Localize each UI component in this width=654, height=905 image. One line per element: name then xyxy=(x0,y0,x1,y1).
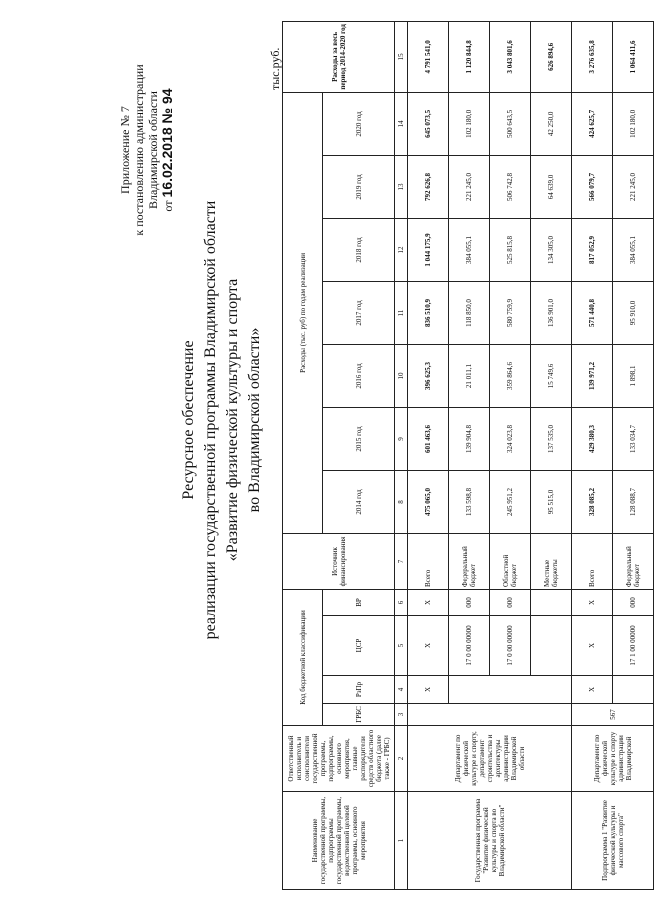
value-cell: 137 535,0 xyxy=(531,407,572,470)
total-cell: 1 064 411,6 xyxy=(613,21,654,92)
total-cell: 3 276 635,8 xyxy=(572,21,613,92)
header-year: 2018 год xyxy=(323,218,395,281)
csr-cell: 17 0 00 00000 xyxy=(449,616,490,676)
appendix-number: Приложение № 7 xyxy=(118,106,132,194)
value-cell: 1 044 175,9 xyxy=(408,218,449,281)
title-line-2: реализации государственной программы Владимирской области xyxy=(202,200,219,640)
col-number: 9 xyxy=(395,407,408,470)
value-cell: 384 055,1 xyxy=(449,218,490,281)
header-years-group: Расходы (тыс. руб) по годам реализации xyxy=(283,92,323,533)
value-cell: 139 904,8 xyxy=(449,407,490,470)
approval-region: Владимирской области xyxy=(146,91,160,209)
source-cell: Областной бюджет xyxy=(490,533,531,589)
value-cell: 475 065,0 xyxy=(408,470,449,533)
csr-cell: 17 0 00 00000 xyxy=(490,616,531,676)
value-cell: 133 034,7 xyxy=(613,407,654,470)
value-cell: 128 088,7 xyxy=(613,470,654,533)
header-year: 2015 год xyxy=(323,407,395,470)
table-row xyxy=(572,21,613,889)
vr-cell: 000 xyxy=(613,589,654,615)
header-source: Источник финансирования xyxy=(283,533,395,589)
header-grbs: ГРБС xyxy=(323,704,395,726)
csr-cell xyxy=(531,616,572,676)
col-number: 7 xyxy=(395,533,408,589)
value-cell: 424 625,7 xyxy=(572,92,613,155)
source-cell: Федеральный бюджет xyxy=(613,533,654,589)
approval-date-prefix: от xyxy=(161,200,175,212)
csr-cell: 17 1 00 00000 xyxy=(613,616,654,676)
col-number: 3 xyxy=(395,704,408,726)
units-label: тыс.руб. xyxy=(268,47,282,90)
value-cell: 221 245,0 xyxy=(449,155,490,218)
value-cell: 645 073,5 xyxy=(408,92,449,155)
subprogram-name: Подпрограмма 1 "Развитие физической культуры и массового спорта" xyxy=(572,792,654,890)
value-cell: 133 598,8 xyxy=(449,470,490,533)
value-cell: 500 643,5 xyxy=(490,92,531,155)
col-number: 11 xyxy=(395,281,408,344)
col-number: 13 xyxy=(395,155,408,218)
value-cell: 95 910,0 xyxy=(613,281,654,344)
value-cell: 139 971,2 xyxy=(572,344,613,407)
table-row xyxy=(408,21,449,889)
vr-cell xyxy=(531,589,572,615)
header-year: 2014 год xyxy=(323,470,395,533)
col-number: 14 xyxy=(395,92,408,155)
total-cell: 4 791 541,0 xyxy=(408,21,449,92)
title-line-1: Ресурсное обеспечение xyxy=(180,340,197,500)
value-cell: 221 245,0 xyxy=(613,155,654,218)
value-cell: 15 749,6 xyxy=(531,344,572,407)
col-number: 6 xyxy=(395,589,408,615)
value-cell: 571 440,8 xyxy=(572,281,613,344)
subprogram-grbs: 567 xyxy=(572,704,654,726)
value-cell: 429 380,3 xyxy=(572,407,613,470)
value-cell: 136 901,0 xyxy=(531,281,572,344)
title-line-3: «Развитие физической культуры и спорта xyxy=(224,278,241,562)
value-cell: 21 011,1 xyxy=(449,344,490,407)
value-cell: 95 515,0 xyxy=(531,470,572,533)
col-number: 8 xyxy=(395,470,408,533)
value-cell: 384 055,1 xyxy=(613,218,654,281)
total-cell: 626 894,6 xyxy=(531,21,572,92)
value-cell: 566 079,7 xyxy=(572,155,613,218)
rzpr-cell: X xyxy=(408,676,449,704)
source-cell: Всего xyxy=(408,533,449,589)
rzpr-cell xyxy=(449,676,572,704)
vr-cell: X xyxy=(572,589,613,615)
vr-cell: X xyxy=(408,589,449,615)
header-year: 2020 год xyxy=(323,92,395,155)
value-cell: 580 759,9 xyxy=(490,281,531,344)
vr-cell: 000 xyxy=(449,589,490,615)
value-cell: 245 951,2 xyxy=(490,470,531,533)
approval-line: к постановлению администрации xyxy=(132,64,146,236)
approval-date: 16.02.2018 № 94 xyxy=(159,88,175,198)
value-cell: 328 085,2 xyxy=(572,470,613,533)
program-name: Государственная программа "Развитие физической культуры и спорта во Владимирской области" xyxy=(408,792,572,890)
value-cell: 396 625,3 xyxy=(408,344,449,407)
source-cell: Местные бюджеты xyxy=(531,533,572,589)
col-number: 12 xyxy=(395,218,408,281)
source-cell: Федеральный бюджет xyxy=(449,533,490,589)
header-name: Наименование государственной программы, подпрограммы государственной программы, ведомственной целевой программы, основного мероприятия xyxy=(283,792,395,890)
col-number: 5 xyxy=(395,616,408,676)
approval-block xyxy=(118,35,175,265)
header-total: Расходы за весь период 2014-2020 год xyxy=(283,21,395,92)
value-cell: 324 023,8 xyxy=(490,407,531,470)
vr-cell: 000 xyxy=(490,589,531,615)
col-number: 10 xyxy=(395,344,408,407)
document-title xyxy=(178,75,266,765)
header-year: 2017 год xyxy=(323,281,395,344)
rzpr-cell: X xyxy=(572,676,613,704)
value-cell: 118 850,0 xyxy=(449,281,490,344)
header-rzpr: РзПр xyxy=(323,676,395,704)
rzpr-cell xyxy=(613,676,654,704)
col-number: 2 xyxy=(395,726,408,792)
program-grbs xyxy=(408,704,572,726)
csr-cell: X xyxy=(408,616,449,676)
header-year: 2016 год xyxy=(323,344,395,407)
col-number: 15 xyxy=(395,21,408,92)
value-cell: 506 742,8 xyxy=(490,155,531,218)
approval-date-line xyxy=(160,35,175,265)
subprogram-executor: Департамент по физической культуре и спорту администрации Владимирской xyxy=(572,726,654,792)
header-executor: Ответственный исполнитель и соисполнители государственной программы, подпрограммы, основного мероприятия, главные распорядители средств областного бюджета (далее также - ГРБС) xyxy=(283,726,395,792)
header-year: 2019 год xyxy=(323,155,395,218)
value-cell: 102 180,0 xyxy=(613,92,654,155)
csr-cell: X xyxy=(572,616,613,676)
value-cell: 525 815,8 xyxy=(490,218,531,281)
col-number: 4 xyxy=(395,676,408,704)
header-vr: ВР xyxy=(323,589,395,615)
title-line-4: во Владимирской области» xyxy=(246,327,263,513)
header-code-group: Код бюджетной классификации xyxy=(283,589,323,725)
value-cell: 102 180,0 xyxy=(449,92,490,155)
value-cell: 836 510,9 xyxy=(408,281,449,344)
value-cell: 64 639,0 xyxy=(531,155,572,218)
total-cell: 1 120 844,8 xyxy=(449,21,490,92)
resource-table xyxy=(282,21,654,890)
value-cell: 817 052,9 xyxy=(572,218,613,281)
source-cell: Всего xyxy=(572,533,613,589)
value-cell: 601 463,6 xyxy=(408,407,449,470)
program-executor: Департамент по физической культуре и спорту, департамент строительства и архитектуры администрации Владимирской области xyxy=(408,726,572,792)
value-cell: 359 864,6 xyxy=(490,344,531,407)
header-csr: ЦСР xyxy=(323,616,395,676)
value-cell: 42 250,0 xyxy=(531,92,572,155)
total-cell: 3 043 801,6 xyxy=(490,21,531,92)
col-number: 1 xyxy=(395,792,408,890)
value-cell: 134 305,0 xyxy=(531,218,572,281)
value-cell: 1 898,1 xyxy=(613,344,654,407)
value-cell: 792 626,8 xyxy=(408,155,449,218)
